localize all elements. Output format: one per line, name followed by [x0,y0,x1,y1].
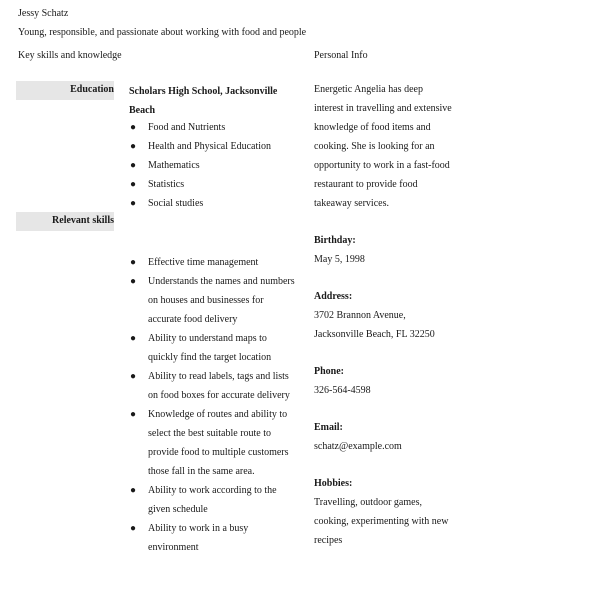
bullet-icon: ● [129,179,137,190]
list-item: ● Ability to understand maps to quickly find the target location [129,329,297,367]
bullet-icon: ● [129,409,137,420]
bullet-icon: ● [129,485,137,496]
list-item: ● Ability to work in a busy environment [129,519,297,557]
tagline: Young, responsible, and passionate about working with food and people [18,27,307,38]
birthday-value: May 5, 1998 [314,254,365,265]
skills-label: Relevant skills [52,215,114,226]
bullet-icon: ● [129,371,137,382]
education-label: Education [70,84,114,95]
bullet-icon: ● [129,141,137,152]
address-value: 3702 Brannon Avenue, Jacksonville Beach, FL 32250 [314,310,435,340]
email-label: Email: [314,422,343,433]
skills-list [129,253,297,557]
bullet-icon: ● [129,198,137,209]
hobbies-value: Travelling, outdoor games, cooking, experimenting with new recipes [314,497,449,546]
section-title-personal: Personal Info [314,50,368,61]
address-label: Address: [314,291,353,302]
bullet-icon: ● [129,276,137,287]
list-item: ● Knowledge of routes and ability to select the best suitable route to provide food to multiple customers those fall in the same area. [129,405,297,481]
section-title-skills: Key skills and knowledge [18,50,122,61]
school-name: Scholars High School, Jacksonville Beach [129,86,278,116]
list-item: ● Mathematics [129,156,299,175]
bullet-icon: ● [129,122,137,133]
summary: Energetic Angelia has deep interest in travelling and extensive knowledge of food items and cooking. She is looking for an opportunity to work in a fast-food restaurant to provide food takeaway services. [314,84,452,209]
bullet-icon: ● [129,523,137,534]
list-item: ● Ability to read labels, tags and lists on food boxes for accurate delivery [129,367,297,405]
bullet-icon: ● [129,257,137,268]
hobbies-label: Hobbies: [314,478,353,489]
phone-label: Phone: [314,366,344,377]
bullet-icon: ● [129,160,137,171]
candidate-name: Jessy Schatz [18,8,69,19]
birthday-label: Birthday: [314,235,356,246]
email-value: schatz@example.com [314,441,402,452]
list-item: ● Health and Physical Education [129,137,299,156]
list-item: ● Effective time management [129,253,297,272]
education-subject-list [129,118,299,213]
list-item: ● Food and Nutrients [129,118,299,137]
bullet-icon: ● [129,333,137,344]
list-item: ● Ability to work according to the given schedule [129,481,297,519]
list-item: ● Understands the names and numbers on houses and businesses for accurate food delivery [129,272,297,329]
list-item: ● Social studies [129,194,299,213]
personal-info [314,80,454,550]
phone-value: 326-564-4598 [314,385,371,396]
list-item: ● Statistics [129,175,299,194]
